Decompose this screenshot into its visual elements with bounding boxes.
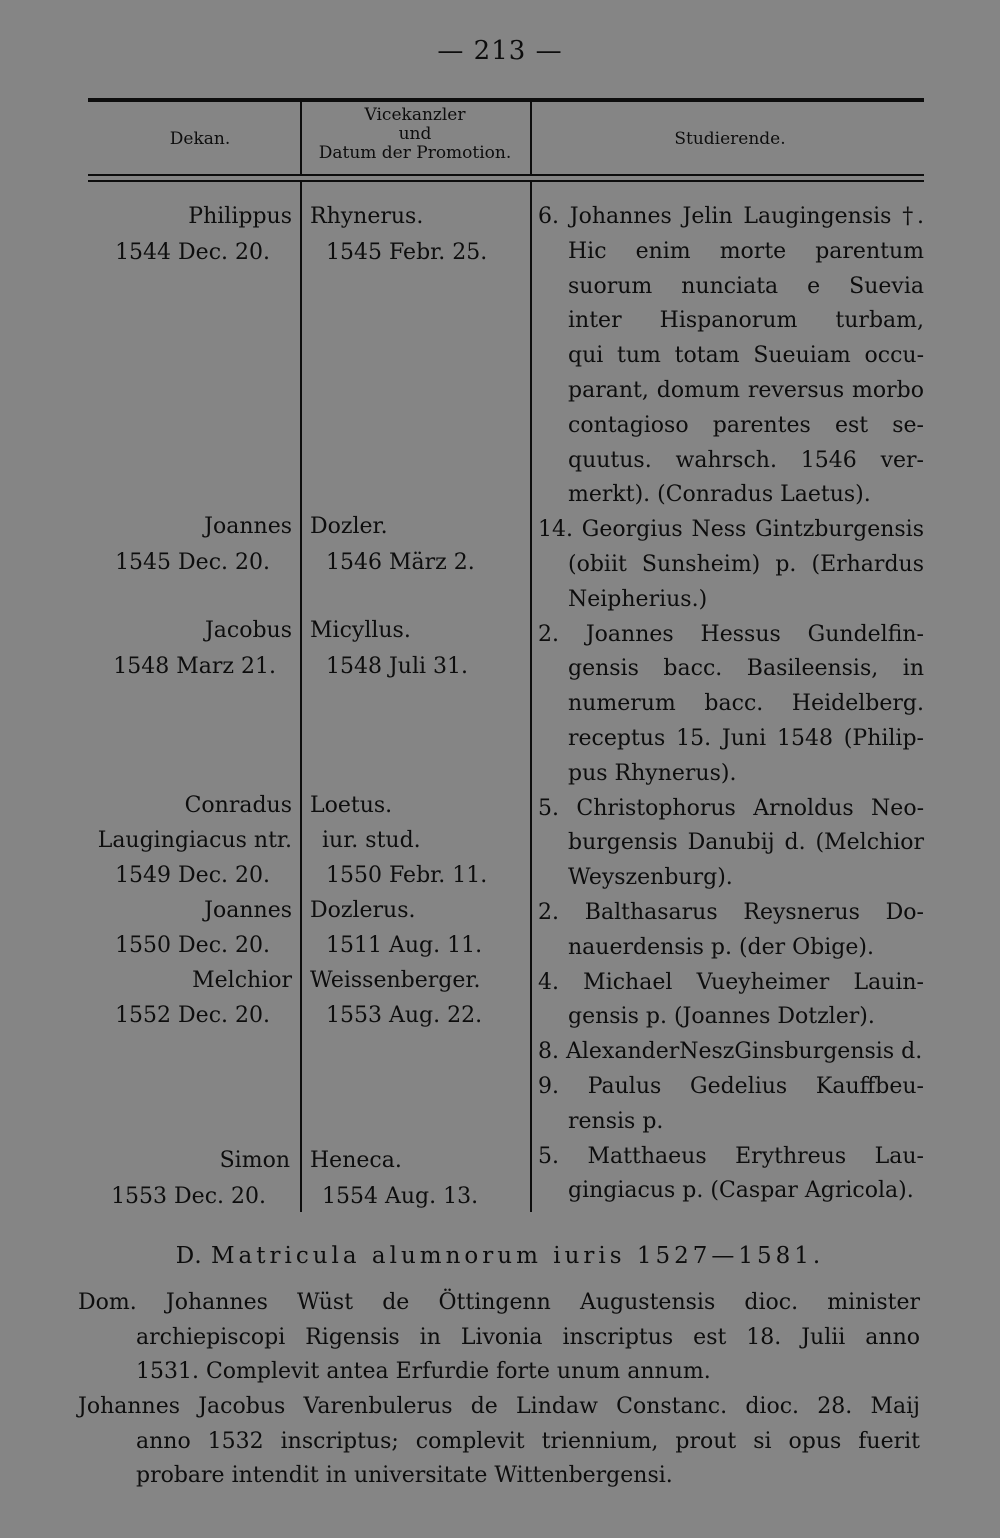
student-line: inter Hispanorum turbam,: [568, 308, 924, 334]
student-line: suorum nunciata e Suevia: [568, 273, 924, 299]
entry-line: probare intendit in universitate Wittenbergensi.: [136, 1463, 673, 1489]
vice-name: Loetus.: [310, 793, 393, 818]
student-line: (obiit Sunsheim) p. (Erhardus: [568, 551, 924, 577]
header-students: Studierende.: [674, 129, 786, 149]
page-number: — 213 —: [437, 36, 563, 66]
dean-name: Jacobus: [204, 618, 292, 643]
section-heading: [0, 1243, 1000, 1269]
student-line: Neipherius.): [568, 586, 708, 612]
student-line: gingiacus p. (Caspar Agricola).: [568, 1178, 914, 1204]
student-line: pus Rhynerus).: [568, 760, 737, 786]
dean-extra: Laugingiacus ntr.: [97, 828, 292, 853]
student-line: merkt). (Conradus Laetus).: [568, 482, 871, 508]
dean-name: Simon: [219, 1148, 290, 1173]
table-top-rule: [88, 98, 924, 102]
student-line: 4. Michael Vueyheimer Lauin-: [538, 969, 924, 995]
dean-date: 1549 Dec. 20.: [115, 863, 270, 888]
section-letter: D.: [175, 1243, 203, 1269]
student-line: 6. Johannes Jelin Laugingensis †.: [538, 204, 924, 229]
dean-date: 1545 Dec. 20.: [115, 550, 270, 575]
column-divider-2-body: [530, 182, 532, 1212]
dean-date: 1544 Dec. 20.: [115, 240, 270, 265]
dean-date: 1552 Dec. 20.: [115, 1003, 270, 1028]
student-line: quutus. wahrsch. 1546 ver-: [568, 447, 924, 473]
dean-name: Joannes: [204, 898, 292, 923]
student-line: gensis bacc. Basileensis, in: [568, 656, 924, 682]
student-line: rensis p.: [568, 1108, 664, 1134]
student-line: 2. Balthasarus Reysnerus Do-: [538, 899, 924, 925]
student-line: numerum bacc. Heidelberg.: [568, 691, 924, 717]
vice-date: 1546 März 2.: [326, 550, 475, 575]
student-line: gensis p. (Joannes Dotzler).: [568, 1004, 875, 1030]
student-line: 5. Christophorus Arnoldus Neo-: [538, 795, 924, 821]
section-title: Matricula alumnorum iuris 1527—1581.: [211, 1243, 825, 1269]
student-line: 14. Georgius Ness Gintzburgensis: [538, 517, 924, 543]
matricula-entry: [78, 1286, 920, 1390]
column-divider-2: [530, 102, 532, 174]
header-vice-line2: und: [398, 124, 432, 144]
header-dean: Dekan.: [169, 129, 231, 149]
vice-date: 1511 Aug. 11.: [326, 933, 483, 958]
vice-date: 1545 Febr. 25.: [326, 240, 488, 265]
dean-name: Conradus: [184, 793, 292, 818]
entry-line: anno 1532 inscriptus; complevit triennium, prout si opus fuerit: [136, 1428, 920, 1454]
vice-name: Dozler.: [310, 514, 388, 539]
header-vice-line3: Datum der Promotion.: [318, 143, 512, 163]
student-line: 9. Paulus Gedelius Kauffbeu-: [538, 1073, 924, 1099]
entry-line: Dom. Johannes Wüst de Öttingenn Augustensis dioc. minister: [78, 1290, 920, 1315]
dean-date: 1548 Marz 21.: [113, 654, 276, 679]
student-line: Hic enim morte parentum: [568, 238, 924, 264]
student-line: 2. Joannes Hessus Gundelfin-: [538, 621, 924, 647]
vice-date: 1550 Febr. 11.: [326, 863, 488, 888]
student-line: nauerdensis p. (der Obige).: [568, 934, 874, 960]
vice-date: 1548 Juli 31.: [326, 654, 469, 679]
student-line: parant, domum reversus morbo: [568, 377, 924, 403]
student-line: burgensis Danubij d. (Melchior: [568, 830, 924, 856]
student-line: 8. AlexanderNeszGinsburgensis d.: [538, 1039, 923, 1065]
header-vice-line1: Vicekanzler: [364, 105, 466, 125]
student-line: qui tum totam Sueuiam occu-: [568, 343, 924, 369]
vice-name: Heneca.: [310, 1148, 402, 1173]
dean-date: 1553 Dec. 20.: [111, 1184, 266, 1209]
vice-extra: iur. stud.: [322, 828, 421, 853]
dean-date: 1550 Dec. 20.: [115, 933, 270, 958]
vice-name: Dozlerus.: [310, 898, 416, 923]
column-divider-1: [300, 102, 302, 174]
vice-date: 1553 Aug. 22.: [326, 1003, 483, 1028]
dean-name: Melchior: [192, 968, 292, 993]
student-line: contagioso parentes est se-: [568, 412, 924, 438]
dean-name: Philippus: [188, 204, 292, 229]
vice-name: Micyllus.: [310, 618, 411, 643]
header-vicechancellor: [300, 106, 530, 163]
matricula-entry: [78, 1390, 920, 1494]
student-line: Weyszenburg).: [568, 865, 733, 891]
table-header-rule-upper: [88, 174, 924, 176]
entry-line: 1531. Complevit antea Erfurdie forte unum annum.: [136, 1359, 711, 1385]
student-line: 5. Matthaeus Erythreus Lau-: [538, 1143, 924, 1169]
student-line: receptus 15. Juni 1548 (Philip-: [568, 725, 924, 751]
entry-line: archiepiscopi Rigensis in Livonia inscriptus est 18. Julii anno: [136, 1324, 920, 1350]
students-column: [538, 200, 924, 1209]
vice-date: 1554 Aug. 13.: [322, 1184, 479, 1209]
entry-line: Johannes Jacobus Varenbulerus de Lindaw Constanc. dioc. 28. Maij: [78, 1394, 920, 1419]
dean-name: Joannes: [204, 514, 292, 539]
column-divider-1-body: [300, 182, 302, 1212]
vice-name: Weissenberger.: [310, 968, 481, 993]
vice-name: Rhynerus.: [310, 204, 424, 229]
table-header-rule-lower: [88, 180, 924, 182]
